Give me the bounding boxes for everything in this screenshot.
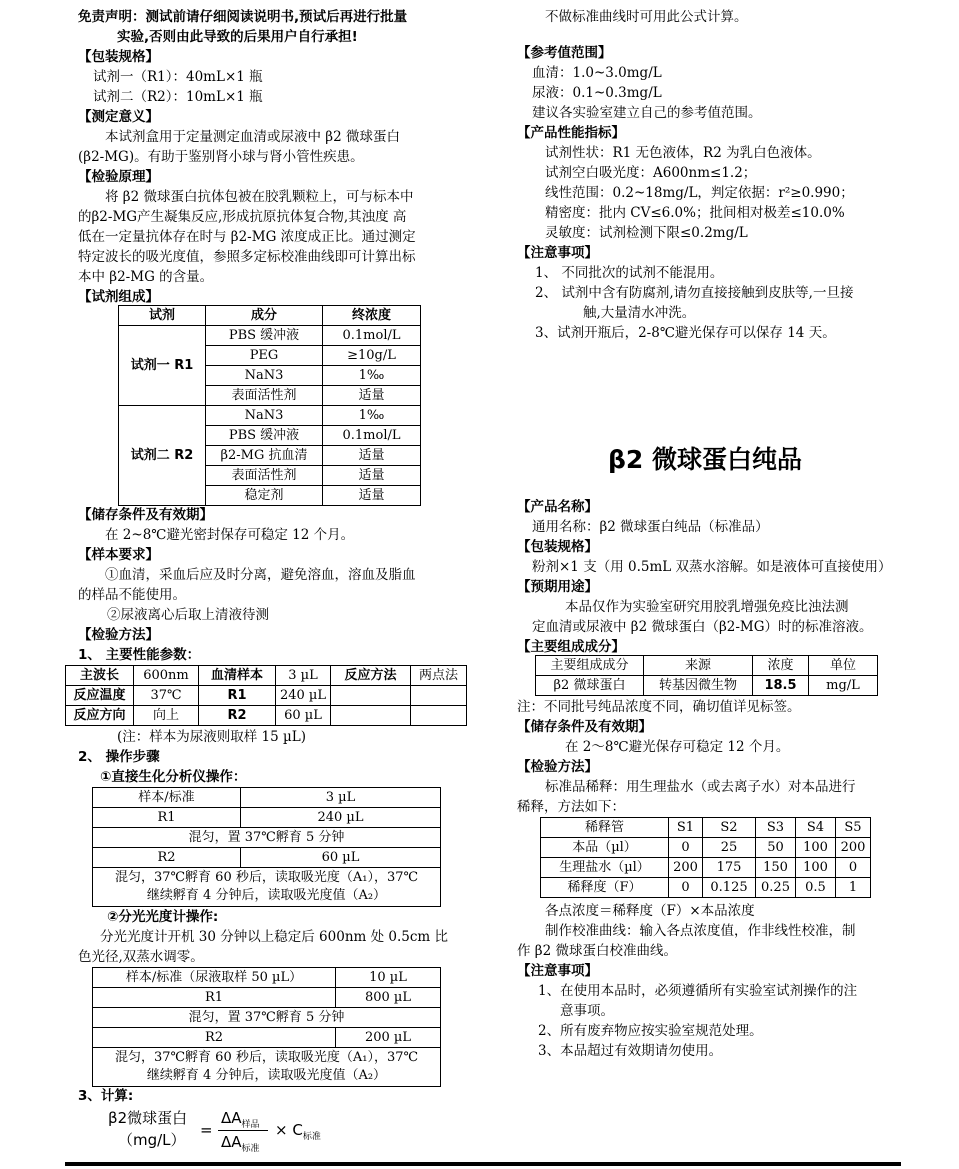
table-cell bbox=[331, 686, 411, 706]
section-heading: 【注意事项】 bbox=[517, 245, 598, 261]
list-item: 1、 不同批次的试剂不能混用。 bbox=[535, 265, 724, 281]
table-row bbox=[541, 838, 871, 858]
table-cell: 600nm bbox=[134, 666, 199, 686]
table-cell: PBS 缓冲液 bbox=[206, 326, 323, 346]
text-line: 各点浓度＝稀释度（F）×本品浓度 bbox=[545, 903, 755, 919]
text-line: 本中 β2-MG 的含量。 bbox=[78, 269, 214, 285]
table-cell: 60 µL bbox=[276, 706, 331, 726]
table-cell: 混匀，37℃孵育 60 秒后，读取吸光度（A₁），37℃ bbox=[114, 870, 419, 885]
text-line: ②尿液离心后取上清液待测 bbox=[107, 607, 269, 623]
section-heading: 【试剂组成】 bbox=[78, 289, 159, 305]
table-cell: 试剂二 R2 bbox=[119, 406, 206, 506]
table-cell: 继续孵育 4 分钟后，读取吸光度值（A₂） bbox=[146, 1068, 387, 1083]
formula-denominator: ΔA bbox=[221, 1133, 242, 1151]
formula-sub: 标准 bbox=[241, 1144, 260, 1154]
formula-numerator: ΔA bbox=[221, 1109, 242, 1127]
text-line: 灵敏度：试剂检测下限≤0.2mg/L bbox=[545, 225, 748, 241]
table-cell: 150 bbox=[756, 858, 796, 878]
table-cell: 稳定剂 bbox=[206, 486, 323, 506]
subheading: 1、 主要性能参数： bbox=[78, 647, 201, 663]
table-cell: 200 µL bbox=[336, 1028, 441, 1048]
reagent-composition-table bbox=[118, 305, 421, 506]
section-heading: 【测定意义】 bbox=[78, 109, 159, 125]
table-cell: 3 µL bbox=[241, 788, 441, 808]
table-cell: 反应方法 bbox=[331, 666, 411, 686]
text-line: 尿液：0.1~0.3mg/L bbox=[532, 85, 662, 101]
section-heading: 【检验方法】 bbox=[78, 627, 159, 643]
table-cell: 0.1mol/L bbox=[323, 326, 421, 346]
text-line: 血清：1.0~3.0mg/L bbox=[532, 65, 662, 81]
table-cell: NaN3 bbox=[206, 366, 323, 386]
table-cell: 试剂一 R1 bbox=[119, 326, 206, 406]
table-cell: 血清样本 bbox=[199, 666, 276, 686]
table-cell: 适量 bbox=[323, 466, 421, 486]
section-heading: 【注意事项】 bbox=[517, 963, 598, 979]
text-line: 分光光度计开机 30 分钟以上稳定后 600nm 处 0.5cm 比 bbox=[100, 929, 449, 945]
text-line: 制作校准曲线：输入各点浓度值，作非线性校准，制 bbox=[545, 923, 856, 939]
text-line: 试剂二（R2）：10mL×1 瓶 bbox=[93, 89, 263, 105]
formula-sub: 标准 bbox=[302, 1132, 321, 1142]
table-cell: 表面活性剂 bbox=[206, 466, 323, 486]
text-line: 试剂空白吸光度：A600nm≤1.2； bbox=[545, 165, 757, 181]
table-row bbox=[541, 858, 871, 878]
section-heading: 【样本要求】 bbox=[78, 547, 159, 563]
text-line: 的β2-MG产生凝集反应,形成抗原抗体复合物,其浊度 高 bbox=[78, 209, 407, 225]
text-line: 粉剂×1 支（用 0.5mL 双蒸水溶解。如是液体可直接使用） bbox=[532, 559, 892, 575]
formula-sub: 样品 bbox=[241, 1120, 260, 1130]
text-line: 试剂一（R1）：40mL×1 瓶 bbox=[93, 69, 263, 85]
table-cell: 0 bbox=[669, 878, 703, 898]
formula-unit: （mg/L） bbox=[118, 1131, 186, 1149]
list-item: 1、在使用本品时，必须遵循所有实验室试剂操作的注 bbox=[538, 983, 858, 999]
table-cell: 25 bbox=[703, 838, 756, 858]
table-cell: 0.25 bbox=[756, 878, 796, 898]
table-cell: 稀释度（F） bbox=[541, 878, 669, 898]
table-cell: R2 bbox=[93, 1028, 336, 1048]
table-cell: R2 bbox=[93, 848, 241, 868]
section-heading: 【包装规格】 bbox=[517, 539, 598, 555]
table-row bbox=[541, 878, 871, 898]
table-header: 浓度 bbox=[753, 656, 809, 676]
table-cell: R2 bbox=[199, 706, 276, 726]
table-header: S3 bbox=[756, 818, 796, 838]
table-cell: 175 bbox=[703, 858, 756, 878]
section-heading: 【储存条件及有效期】 bbox=[517, 719, 652, 735]
table-cell: 反应方向 bbox=[66, 706, 134, 726]
list-item: 3、试剂开瓶后，2-8℃避光保存可以保存 14 天。 bbox=[535, 325, 836, 341]
table-cell: 表面活性剂 bbox=[206, 386, 323, 406]
table-cell: 适量 bbox=[323, 446, 421, 466]
table-cell bbox=[411, 706, 467, 726]
text-line: 在 2～8℃避光保存可稳定 12 个月。 bbox=[565, 739, 790, 755]
table-cell: 适量 bbox=[323, 486, 421, 506]
text-line: ①血清，采血后应及时分离，避免溶血，溶血及脂血 bbox=[105, 567, 416, 583]
text-line: 不做标准曲线时可用此公式计算。 bbox=[545, 9, 748, 25]
table-cell: 800 µL bbox=[336, 988, 441, 1008]
table-cell: 主波长 bbox=[66, 666, 134, 686]
text-line: 低在一定量抗体存在时与 β2-MG 浓度成正比。通过测定 bbox=[78, 229, 416, 245]
formula-multiplier: × C bbox=[275, 1121, 303, 1139]
text-line: 通用名称：β2 微球蛋白纯品（标准品） bbox=[532, 519, 769, 535]
text-line: 的样品不能使用。 bbox=[78, 587, 186, 603]
table-header: 主要组成成分 bbox=[536, 656, 644, 676]
table-cell: 样本/标准 bbox=[93, 788, 241, 808]
table-cell: β2 微球蛋白 bbox=[536, 676, 644, 696]
text-line: 将 β2 微球蛋白抗体包被在胶乳颗粒上，可与标本中 bbox=[105, 189, 414, 205]
table-cell: 向上 bbox=[134, 706, 199, 726]
table-cell: 0 bbox=[669, 838, 703, 858]
text-line: 作 β2 微球蛋白校准曲线。 bbox=[517, 943, 677, 959]
text-line: 本品仅作为实验室研究用胶乳增强免疫比浊法测 bbox=[565, 599, 849, 615]
table-cell: NaN3 bbox=[206, 406, 323, 426]
subheading: ①直接生化分析仪操作： bbox=[100, 769, 247, 785]
table-cell bbox=[331, 706, 411, 726]
table-cell: 生理盐水（µl） bbox=[541, 858, 669, 878]
table-cell: 继续孵育 4 分钟后，读取吸光度值（A₂） bbox=[146, 888, 387, 903]
table-cell: 样本/标准（尿液取样 50 µL） bbox=[93, 968, 336, 988]
table-header: S4 bbox=[796, 818, 836, 838]
text-line: 精密度：批内 CV≤6.0%；批间相对极差≤10.0% bbox=[545, 205, 845, 221]
table-cell: 18.5 bbox=[753, 676, 809, 696]
table-cell: 240 µL bbox=[241, 808, 441, 828]
table-cell: 适量 bbox=[323, 386, 421, 406]
table-header: 试剂 bbox=[119, 306, 206, 326]
section-heading: 【检验方法】 bbox=[517, 759, 598, 775]
table-cell: 37℃ bbox=[134, 686, 199, 706]
table-header: 成分 bbox=[206, 306, 323, 326]
table-cell: 反应温度 bbox=[66, 686, 134, 706]
disclaimer: 实验,否则由此导致的后果用户自行承担! bbox=[117, 29, 358, 45]
table-cell: 混匀，置 37℃孵育 5 分钟 bbox=[93, 828, 441, 848]
table-cell: 0.1mol/L bbox=[323, 426, 421, 446]
bottom-rule bbox=[65, 1162, 901, 1166]
note: 注：不同批号纯品浓度不同，确切值详见标签。 bbox=[517, 699, 801, 715]
table-cell: 100 bbox=[796, 858, 836, 878]
table-cell: 0 bbox=[836, 858, 871, 878]
performance-parameters-table bbox=[65, 665, 467, 726]
dilution-table bbox=[540, 817, 871, 898]
table-cell: mg/L bbox=[809, 676, 878, 696]
list-item: 触,大量清水冲洗。 bbox=[583, 305, 696, 321]
table-cell: 1‰ bbox=[323, 366, 421, 386]
table-cell: 两点法 bbox=[411, 666, 467, 686]
formula-lhs: β2微球蛋白 bbox=[108, 1109, 188, 1127]
text-line: 稀释，方法如下： bbox=[517, 799, 625, 815]
formula-equals: = bbox=[200, 1121, 213, 1139]
table-cell: 100 bbox=[796, 838, 836, 858]
table-cell: 1 bbox=[836, 878, 871, 898]
table-cell: 3 µL bbox=[276, 666, 331, 686]
table-cell: 10 µL bbox=[336, 968, 441, 988]
text-line: 试剂性状：R1 无色液体，R2 为乳白色液体。 bbox=[545, 145, 821, 161]
spectrophotometer-operation-table bbox=[92, 967, 441, 1087]
table-cell: 0.5 bbox=[796, 878, 836, 898]
table-cell: 混匀，置 37℃孵育 5 分钟 bbox=[93, 1008, 441, 1028]
table-cell: PBS 缓冲液 bbox=[206, 426, 323, 446]
section-heading: 【预期用途】 bbox=[517, 579, 598, 595]
subheading: 2、 操作步骤 bbox=[78, 749, 160, 765]
table-cell: PEG bbox=[206, 346, 323, 366]
section-heading: 【包装规格】 bbox=[78, 49, 159, 65]
table-cell: 1‰ bbox=[323, 406, 421, 426]
table-cell: 50 bbox=[756, 838, 796, 858]
section-heading: 【产品性能指标】 bbox=[517, 125, 625, 141]
table-header: S5 bbox=[836, 818, 871, 838]
text-line: 特定波长的吸光度值，参照多定标校准曲线即可计算出标 bbox=[78, 249, 416, 265]
text-line: 在 2~8℃避光密封保存可稳定 12 个月。 bbox=[105, 527, 355, 543]
table-cell: 转基因微生物 bbox=[644, 676, 753, 696]
analyzer-operation-table bbox=[92, 787, 441, 907]
section-heading: 【产品名称】 bbox=[517, 499, 598, 515]
table-cell: 200 bbox=[836, 838, 871, 858]
table-row bbox=[541, 818, 871, 838]
product-title: β2 微球蛋白纯品 bbox=[608, 445, 802, 474]
table-cell: 240 µL bbox=[276, 686, 331, 706]
text-line: 线性范围：0.2~18mg/L，判定依据：r²≥0.990； bbox=[545, 185, 854, 201]
section-heading: 【检验原理】 bbox=[78, 169, 159, 185]
list-item: 2、所有废弃物应按实验室规范处理。 bbox=[538, 1023, 763, 1039]
table-cell: 200 bbox=[669, 858, 703, 878]
table-header: 稀释管 bbox=[541, 818, 669, 838]
section-heading: 【主要组成成分】 bbox=[517, 639, 625, 655]
table-cell: R1 bbox=[93, 988, 336, 1008]
text-line: 色光径,双蒸水调零。 bbox=[78, 949, 204, 965]
subheading: 3、计算: bbox=[78, 1088, 134, 1104]
subheading: ②分光光度计操作: bbox=[107, 909, 219, 925]
list-item: 2、 试剂中含有防腐剂,请勿直接接触到皮肤等,一旦接 bbox=[535, 285, 854, 301]
table-header: 来源 bbox=[644, 656, 753, 676]
table-cell: ≥10g/L bbox=[323, 346, 421, 366]
table-cell: 本品（µl） bbox=[541, 838, 669, 858]
section-heading: 【参考值范围】 bbox=[517, 45, 612, 61]
table-cell: β2-MG 抗血清 bbox=[206, 446, 323, 466]
table-cell: R1 bbox=[199, 686, 276, 706]
text-line: 建议各实验室建立自己的参考值范围。 bbox=[532, 105, 762, 121]
product-composition-table bbox=[535, 655, 878, 696]
text-line: 定血清或尿液中 β2 微球蛋白（β2-MG）时的标准溶液。 bbox=[532, 619, 873, 635]
table-cell: R1 bbox=[93, 808, 241, 828]
table-cell bbox=[411, 686, 467, 706]
table-cell: 60 µL bbox=[241, 848, 441, 868]
list-item: 3、本品超过有效期请勿使用。 bbox=[538, 1043, 723, 1059]
table-header: 单位 bbox=[809, 656, 878, 676]
list-item: 意事项。 bbox=[560, 1003, 614, 1019]
table-header: 终浓度 bbox=[323, 306, 421, 326]
text-line: (β2-MG)。有助于鉴别肾小球与肾小管性疾患。 bbox=[78, 149, 364, 165]
text-line: 本试剂盒用于定量测定血清或尿液中 β2 微球蛋白 bbox=[105, 129, 400, 145]
table-header: S2 bbox=[703, 818, 756, 838]
section-heading: 【储存条件及有效期】 bbox=[78, 507, 213, 523]
note: (注：样本为尿液则取样 15 µL) bbox=[117, 729, 307, 745]
text-line: 标准品稀释：用生理盐水（或去离子水）对本品进行 bbox=[545, 779, 856, 795]
table-header: S1 bbox=[669, 818, 703, 838]
table-cell: 混匀，37℃孵育 60 秒后，读取吸光度（A₁），37℃ bbox=[114, 1050, 419, 1065]
disclaimer: 免责声明：测试前请仔细阅读说明书,预试后再进行批量 bbox=[78, 9, 408, 25]
table-cell: 0.125 bbox=[703, 878, 756, 898]
